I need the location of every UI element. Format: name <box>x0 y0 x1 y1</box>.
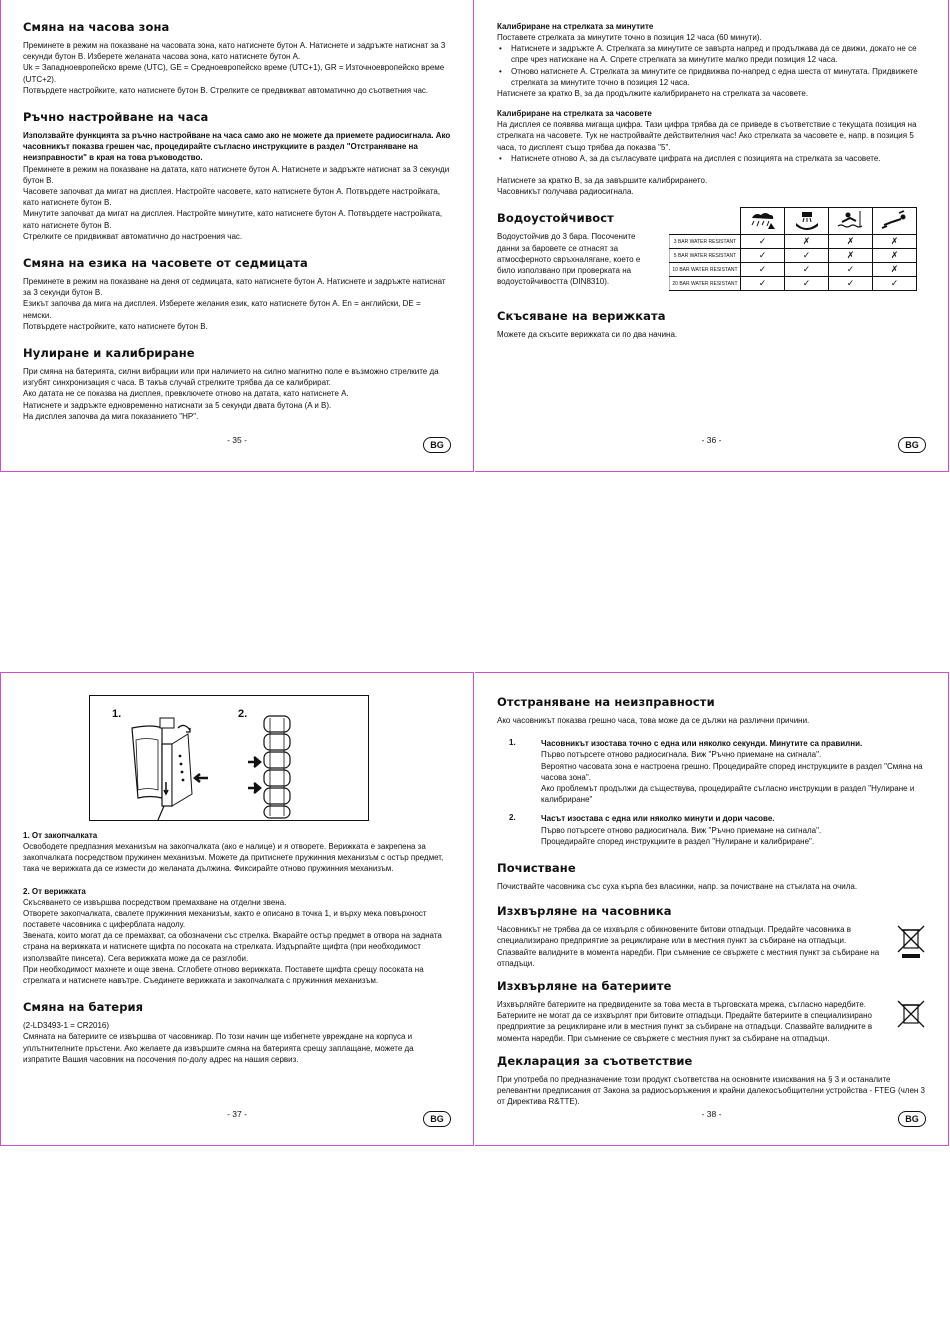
mark-cell: ✗ <box>829 249 873 263</box>
list-number: 2. <box>509 813 516 823</box>
list-item <box>497 813 926 847</box>
paragraph: Часовете започват да мигат на дисплея. Настройте часовете, като натиснете бутон А. Потвърдете настройката, като натиснете бутон В. <box>23 187 441 208</box>
table-row <box>670 235 917 249</box>
list-item-heading: Часовникът изостава точно с една или няколко секунди. Минутите са правилни. <box>541 739 863 749</box>
page-number: - 38 - <box>701 1109 722 1119</box>
section-title: Изхвърляне на часовника <box>497 904 672 919</box>
table-row <box>670 263 917 277</box>
paragraph: Часовникът получава радиосигнала. <box>497 187 634 197</box>
paragraph: На дисплея се появява мигаща цифра. Тази цифра трябва да се приведе в съответствие с текущата позиция на стрелката на часовете. Тук не настройвайте действителния час! Ако стрелката за часовете е, напр. в позиция 5 часа, то дисплеят също трябва да показва "5". <box>497 120 917 152</box>
section-title: Ръчно настройване на часа <box>23 110 209 125</box>
paragraph: Първо потърсете отново радиосигнала. Виж "Ръчно приемане на сигнала". <box>541 825 822 835</box>
water-resistance-table <box>669 207 917 291</box>
section-title: Водоустойчивост <box>497 211 614 226</box>
water-resistance-text <box>497 211 657 287</box>
language-badge: BG <box>898 1111 926 1127</box>
table-row <box>670 249 917 263</box>
paragraph: Можете да скъсите верижката си по два начина. <box>497 330 678 340</box>
list-item: • Отново натиснете А. Стрелката за минутите се придвижва по-напред с една шеста от минутата. Придвижете стрелката за минутите точно в позиция 12 часа. <box>511 66 926 88</box>
paragraph: Процедирайте според инструкциите в раздел "Нулиране и калибриране". <box>541 836 815 846</box>
mark-cell: ✗ <box>873 263 917 277</box>
table-row <box>670 277 917 291</box>
paragraph: Ако датата не се показва на дисплея, превключете отново на датата, като натиснете А. <box>23 389 349 399</box>
page-38 <box>475 672 949 1146</box>
figure-label: 1. <box>112 708 122 720</box>
disposal-battery-block <box>497 999 926 1044</box>
section-title: Нулиране и калибриране <box>23 346 195 361</box>
paragraph: Uk = Западноевропейско време (UTC), GE = Средноевропейско време (UTC+1), GR = Източноевропейско време (UTC+2). <box>23 63 445 84</box>
paragraph: Освободете предпазния механизъм на закопчалката (ако е налице) и я отворете. Верижката е закрепена за закопчалката посредством пружинен механизъм. Можете да притиснете пружинния механизъм с остър предмет, така че верижката да се измести до желаната дължина. Фиксирайте отново пружинния механизъм. <box>23 842 444 874</box>
paragraph: Отворете закопчалката, свалете пружинния механизъм, както е описано в точка 1, и върху мека повърхност поставете часовника с циферблата надолу. <box>23 908 427 930</box>
row-label: 20 BAR WATER RESISTANT <box>670 277 741 291</box>
page-36 <box>475 0 949 472</box>
page-number: - 37 - <box>227 1109 247 1119</box>
paragraph: Водоустойчив до 3 бара. Посочените данни за баровете се отнасят за атмосферното свръхналягане, което е било използвано при проверката на водоустойчивостта (DIN8310). <box>497 232 641 287</box>
bullet-list <box>497 43 926 88</box>
section-weekday-language <box>23 256 451 332</box>
paragraph: Часовникът не трябва да се изхвърля с обикновените битови отпадъци. Предайте часовника в специализирано предприятие за рециклиране или в местния пункт за събиране на отпадъци. Спазвайте валидните в момента наредби. При съмнение се свържете с местния пункт за събиране на отпадъци. <box>497 925 880 968</box>
section-title: Изхвърляне на батериите <box>497 979 672 994</box>
list-item: • Натиснете и задръжте А. Стрелката за минутите се завърта напред и продължава да се движи, докато не се спре чрез натискане на А. Спрете стрелката за минутите малко преди позиция 12 часа. <box>511 43 926 65</box>
paragraph: Звената, които могат да се премахват, са обозначени със стрелка. Вкарайте остър предмет в отвора на задната страна на верижката и натиснете щифта по посоката на стрелката. Издърпайте щифта (при необходимост използвайте пинсета). Сега верижката може да се разглоби. <box>23 931 442 963</box>
list-item <box>497 738 926 805</box>
paragraph: Стрелките се придвижват автоматично до настроения час. <box>23 231 243 241</box>
section-title: Смяна на батерия <box>23 1000 144 1015</box>
water-resistance-block <box>497 211 926 291</box>
list-number: 1. <box>509 738 516 748</box>
list-item: • Натиснете отново А, за да съгласувате цифрата на дисплея с позицията на стрелката за часовете. <box>511 153 926 164</box>
mark-cell: ✗ <box>785 235 829 249</box>
mark-cell: ✗ <box>873 235 917 249</box>
paragraph: При употреба по предназначение този продукт съответства на основните изисквания на § 3 и останалите релевантни предписания от Закона за радиосъоръжения и крайни далекосъобщителни устройства - FTEG (член 3 от Директива R&TTE). <box>497 1074 925 1107</box>
paragraph: Преминете в режим на показване на деня от седмицата, като натиснете бутон А. Натиснете и задръжте натиснат за 3 секунди бутон В. <box>23 277 446 298</box>
paragraph: Ако проблемът продължи да съществува, процедирайте съгласно инструкции в раздел "Нулиране и калибриране" <box>541 784 915 805</box>
section-manual-time <box>23 110 451 242</box>
paragraph: Натиснете за кратко В, за да продължите калибрирането на стрелката за часовете. <box>497 89 809 99</box>
subsection-title: 2. От верижката <box>23 886 86 896</box>
paragraph: Потвърдете настройките, като натиснете бутон В. Стрелките се предвижват автоматично до съответния час. <box>23 85 429 95</box>
page-37 <box>0 672 474 1146</box>
warning-paragraph: Използвайте функцията за ръчно настройване на часа само ако не можете да приемете радиосигнала. Ако часовникът показва грешен час, процедирайте съгласно инструкциите в раздел "Отстраняване на неизправности" в края на това ръководство. <box>23 131 451 163</box>
mark-cell: ✓ <box>741 249 785 263</box>
page-number: - 35 - <box>227 435 247 445</box>
mark-cell: ✓ <box>741 263 785 277</box>
paragraph: Ако часовникът показва грешно часа, това може да се дължи на различни причини. <box>497 716 810 725</box>
paragraph: (2-LD3493-1 = CR2016) <box>23 1021 110 1031</box>
section-title: Декларация за съответствие <box>497 1053 693 1068</box>
mark-cell: ✗ <box>873 249 917 263</box>
page-number: - 36 - <box>701 435 722 445</box>
clasp-illustration <box>120 710 220 820</box>
crossed-bin-icon <box>886 999 926 1034</box>
bullet-list <box>497 153 926 164</box>
paragraph: На дисплея започва да мига показанието "HP". <box>23 411 199 421</box>
row-label: 3 BAR WATER RESISTANT <box>670 235 741 249</box>
paragraph: Натиснете и задръжте едновременно натиснати за 5 секунди двата бутона (A и B). <box>23 400 332 410</box>
paragraph: Първо потърсете отново радиосигнала. Виж "Ръчно приемане на сигнала". <box>541 750 822 760</box>
crossed-bin-icon <box>886 924 926 965</box>
paragraph: Смяната на батериите се извършва от часовникар. По този начин ще избегнете увреждане на корпуса и уплътнителните пръстени. Ако желаете да извършите смяна на батерията срещу заплащане, можете да изпратите Вашия часовник на посочения по-долу адрес на нашия сервиз. <box>23 1032 414 1064</box>
strap-shortening-figure <box>89 695 369 821</box>
mark-cell: ✓ <box>785 249 829 263</box>
mark-cell: ✓ <box>829 263 873 277</box>
figure-label: 2. <box>238 708 248 720</box>
section-title: Смяна на часова зона <box>23 20 170 34</box>
page-37-content <box>23 831 451 1065</box>
page-35-content <box>23 20 451 436</box>
paragraph: При необходимост махнете и още звена. Сглобете отново верижката. Поставете щифта срещу посоката на стрелката и натиснете навътре. Съединете верижката и закопчалката с пружинния механизъм. <box>23 964 424 986</box>
paragraph: Потвърдете настройките, като натиснете бутон В. <box>23 321 208 331</box>
section-title: Смяна на езика на часовете от седмицата <box>23 256 308 271</box>
paragraph: Скъсяването се извършва посредством премахване на отделни звена. <box>23 897 287 907</box>
mark-cell: ✓ <box>785 263 829 277</box>
subsection-title: Калибриране на стрелката за минутите <box>497 22 654 31</box>
section-time-zone <box>23 20 451 96</box>
section-title: Отстраняване на неизправности <box>497 695 715 709</box>
paragraph: При смяна на батерията, силни вибрации или при наличието на силно магнитно поле е възможно стрелките да изгубят синхронизация с часа. В такъв случай стрелките трябва да се калибрират. <box>23 367 439 388</box>
mark-cell: ✗ <box>829 235 873 249</box>
paragraph: Поставете стрелката за минутите точно в позиция 12 часа (60 минути). <box>497 33 762 42</box>
rain-splash-icon <box>741 208 785 235</box>
paragraph: Минутите започват да мигат на дисплея. Настройте минутите, като натиснете бутон А. Потвърдете настройката, като натиснете бутон В. <box>23 209 443 230</box>
mark-cell: ✓ <box>785 277 829 291</box>
paragraph: Езикът започва да мига на дисплея. Изберете желания език, като натиснете бутон А. En = английски, DE = немски. <box>23 299 421 320</box>
language-badge: BG <box>423 1111 451 1127</box>
paragraph: Вероятно часовата зона е настроена грешно. Процедирайте според инструкциите в раздел "Смяна на часова зона". <box>541 761 923 782</box>
disposal-watch-block <box>497 924 926 969</box>
troubleshooting-list <box>497 738 926 847</box>
mark-cell: ✓ <box>741 277 785 291</box>
page-36-content <box>497 22 926 341</box>
subsection-title: 1. От закопчалката <box>23 831 98 840</box>
subsection-title: Калибриране на стрелката за часовете <box>497 109 652 119</box>
paragraph: Преминете в режим на показване на датата, като натиснете бутон А. Натиснете и задръжте натиснат за 3 секунди бутон В. <box>23 164 450 185</box>
mark-cell: ✓ <box>741 235 785 249</box>
language-badge: BG <box>898 437 926 453</box>
swimming-icon <box>829 208 873 235</box>
strap-links-illustration <box>240 710 320 820</box>
diving-icon <box>873 208 917 235</box>
row-label: 10 BAR WATER RESISTANT <box>670 263 741 277</box>
mark-cell: ✓ <box>873 277 917 291</box>
section-title: Почистване <box>497 861 576 876</box>
paragraph: Почиствайте часовника със суха кърпа без власинки, напр. за почистване на стъклата на очила. <box>497 882 858 892</box>
list-item-heading: Часът изостава с една или няколко минути и дори часове. <box>541 814 775 824</box>
shower-icon <box>785 208 829 235</box>
paragraph: Преминете в режим на показване на часовата зона, като натиснете бутон А. Натиснете и задръжте натиснат за 3 секунди бутон В. Изберете желаната часова зона, като натиснете бутон А. <box>23 41 446 62</box>
paragraph: Изхвърляйте батериите на предвидените за това места в търговската мрежа, съгласно наредбите. Батериите не могат да се изхвърлят при битовите отпадъци. Предайте батериите в специализирано предприятие за рециклиране или в местния пункт за събиране на отпадъци. Спазвайте валидните в момента наредби. При съмнение се свържете с местния пункт за събиране на отпадъци. <box>497 1000 873 1043</box>
section-reset-calibrate <box>23 346 451 422</box>
mark-cell: ✓ <box>829 277 873 291</box>
language-badge: BG <box>423 437 451 453</box>
page-38-content <box>497 695 926 1107</box>
row-label: 5 BAR WATER RESISTANT <box>670 249 741 263</box>
paragraph: Натиснете за кратко В, за да завършите калибрирането. <box>497 176 708 186</box>
page-35 <box>0 0 474 472</box>
section-title: Скъсяване на верижката <box>497 309 666 324</box>
